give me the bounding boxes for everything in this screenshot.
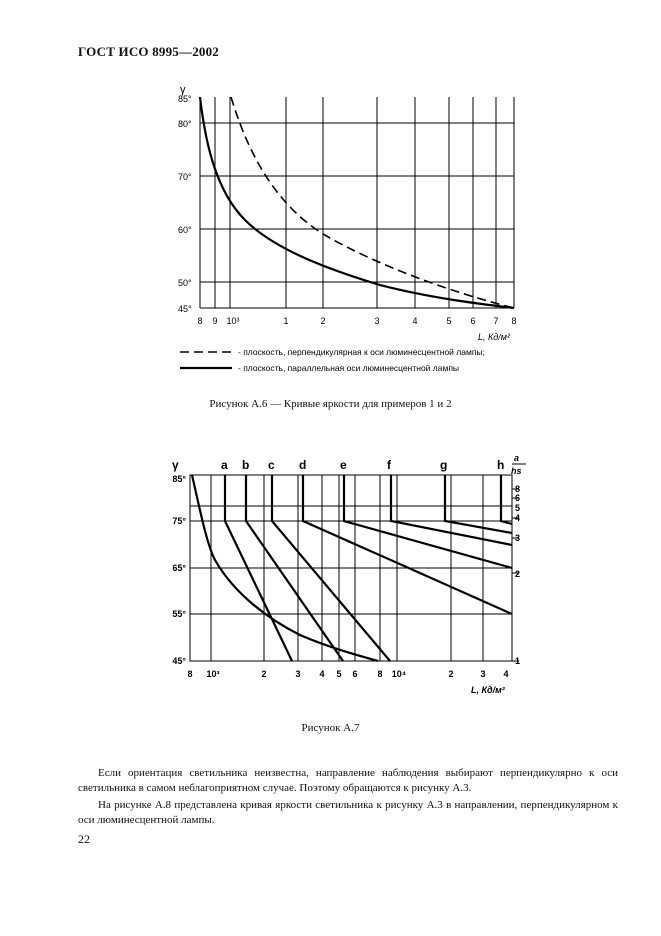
- fig7-x-label: L, Кд/м²: [471, 685, 505, 695]
- fig7-right-tick: 8: [515, 484, 521, 494]
- fig6-x-tick: 2: [320, 316, 326, 326]
- fig7-right-label-top: a: [514, 453, 520, 463]
- fig7-y-symbol: γ: [172, 458, 179, 472]
- fig7-curve-label-g: g: [440, 458, 448, 472]
- fig7-grid: [190, 475, 519, 661]
- fig7-y-tick: 65°: [172, 563, 186, 573]
- fig7-x-tick: 3: [480, 669, 486, 679]
- fig7-x-tick: 10³: [206, 669, 220, 679]
- fig7-right-tick: 5: [515, 503, 521, 513]
- fig7-curve-label-f: f: [387, 458, 391, 472]
- fig6-x-tick: 10³: [226, 316, 240, 326]
- fig7-x-tick: 3: [295, 669, 301, 679]
- fig6-x-label: L, Кд/м²: [478, 332, 510, 342]
- fig7-curve-label-b: b: [242, 458, 250, 472]
- fig7-curve-label-a: a: [221, 458, 228, 472]
- paragraph-orientation: Если ориентация светильника неизвестна, направление наблюдения выбирают перпендикулярно к оси светильника в самом неблагоприятном случае. Поэтому обращаются к рисунку А.3.: [78, 767, 618, 794]
- fig6-y-tick: 45°: [178, 304, 192, 314]
- fig7-curve-h: [501, 475, 512, 524]
- paragraph-figure-a8: На рисунке А.8 представлена кривая яркости светильника к рисунку А.3 в направлении, перпендикулярном к оси люминесцентной лампы.: [78, 799, 618, 826]
- fig6-y-tick: 60°: [178, 225, 192, 235]
- fig7-right-tick: 3: [515, 533, 521, 543]
- fig6-y-symbol: γ: [180, 84, 186, 96]
- fig7-x-tick: 10⁴: [391, 669, 407, 679]
- fig7-curve-label-c: c: [268, 458, 275, 472]
- fig7-x-tick: 4: [319, 669, 325, 679]
- fig7-right-label-bottom: hs: [511, 466, 522, 476]
- fig7-x-tick: 6: [352, 669, 358, 679]
- fig7-y-tick: 75°: [172, 516, 186, 526]
- fig7-right-tick: 2: [515, 569, 521, 579]
- fig7-x-tick: 8: [377, 669, 383, 679]
- fig6-legend-solid-label: - плоскость, параллельная оси люминесцентной лампы: [238, 363, 460, 373]
- fig7-x-tick: 5: [336, 669, 342, 679]
- fig7-curve-label-h: h: [497, 458, 505, 472]
- fig7-x-tick: 8: [187, 669, 193, 679]
- page-number: 22: [78, 832, 90, 846]
- fig6-y-tick: 80°: [178, 119, 192, 129]
- fig6-x-tick: 9: [212, 316, 218, 326]
- fig6-x-tick: 7: [493, 316, 499, 326]
- fig7-curve-label-e: e: [340, 458, 347, 472]
- fig6-y-tick: 50°: [178, 278, 192, 288]
- fig6-y-tick: 85°: [178, 94, 192, 104]
- fig7-x-tick: 4: [503, 669, 509, 679]
- figure-a7-caption: Рисунок А.7: [301, 722, 360, 734]
- fig6-x-tick: 8: [511, 316, 517, 326]
- fig7-right-tick: 1: [515, 656, 521, 666]
- fig6-x-tick: 4: [412, 316, 418, 326]
- fig7-x-tick: 2: [261, 669, 267, 679]
- fig6-x-tick: 6: [470, 316, 476, 326]
- fig7-y-tick: 45°: [172, 656, 186, 666]
- fig6-legend-dashed-label: - плоскость, перпендикулярная к оси люминесцентной лампы;: [238, 347, 485, 357]
- fig7-right-tick: 6: [515, 493, 521, 503]
- fig7-x-tick: 2: [448, 669, 454, 679]
- fig6-x-tick: 1: [283, 316, 289, 326]
- fig7-curve-d: [303, 475, 512, 614]
- fig6-x-tick: 8: [197, 316, 203, 326]
- fig7-curve-label-d: d: [299, 458, 307, 472]
- document-header: ГОСТ ИСО 8995—2002: [78, 44, 219, 59]
- fig7-y-tick: 85°: [172, 474, 186, 484]
- figure-a6-caption: Рисунок А.6 — Кривые яркости для примеров 1 и 2: [209, 398, 452, 410]
- fig6-x-tick: 5: [446, 316, 452, 326]
- fig6-y-tick: 70°: [178, 172, 192, 182]
- fig7-y-tick: 55°: [172, 609, 186, 619]
- fig6-x-tick: 3: [374, 316, 380, 326]
- fig7-right-tick: 4: [515, 513, 521, 523]
